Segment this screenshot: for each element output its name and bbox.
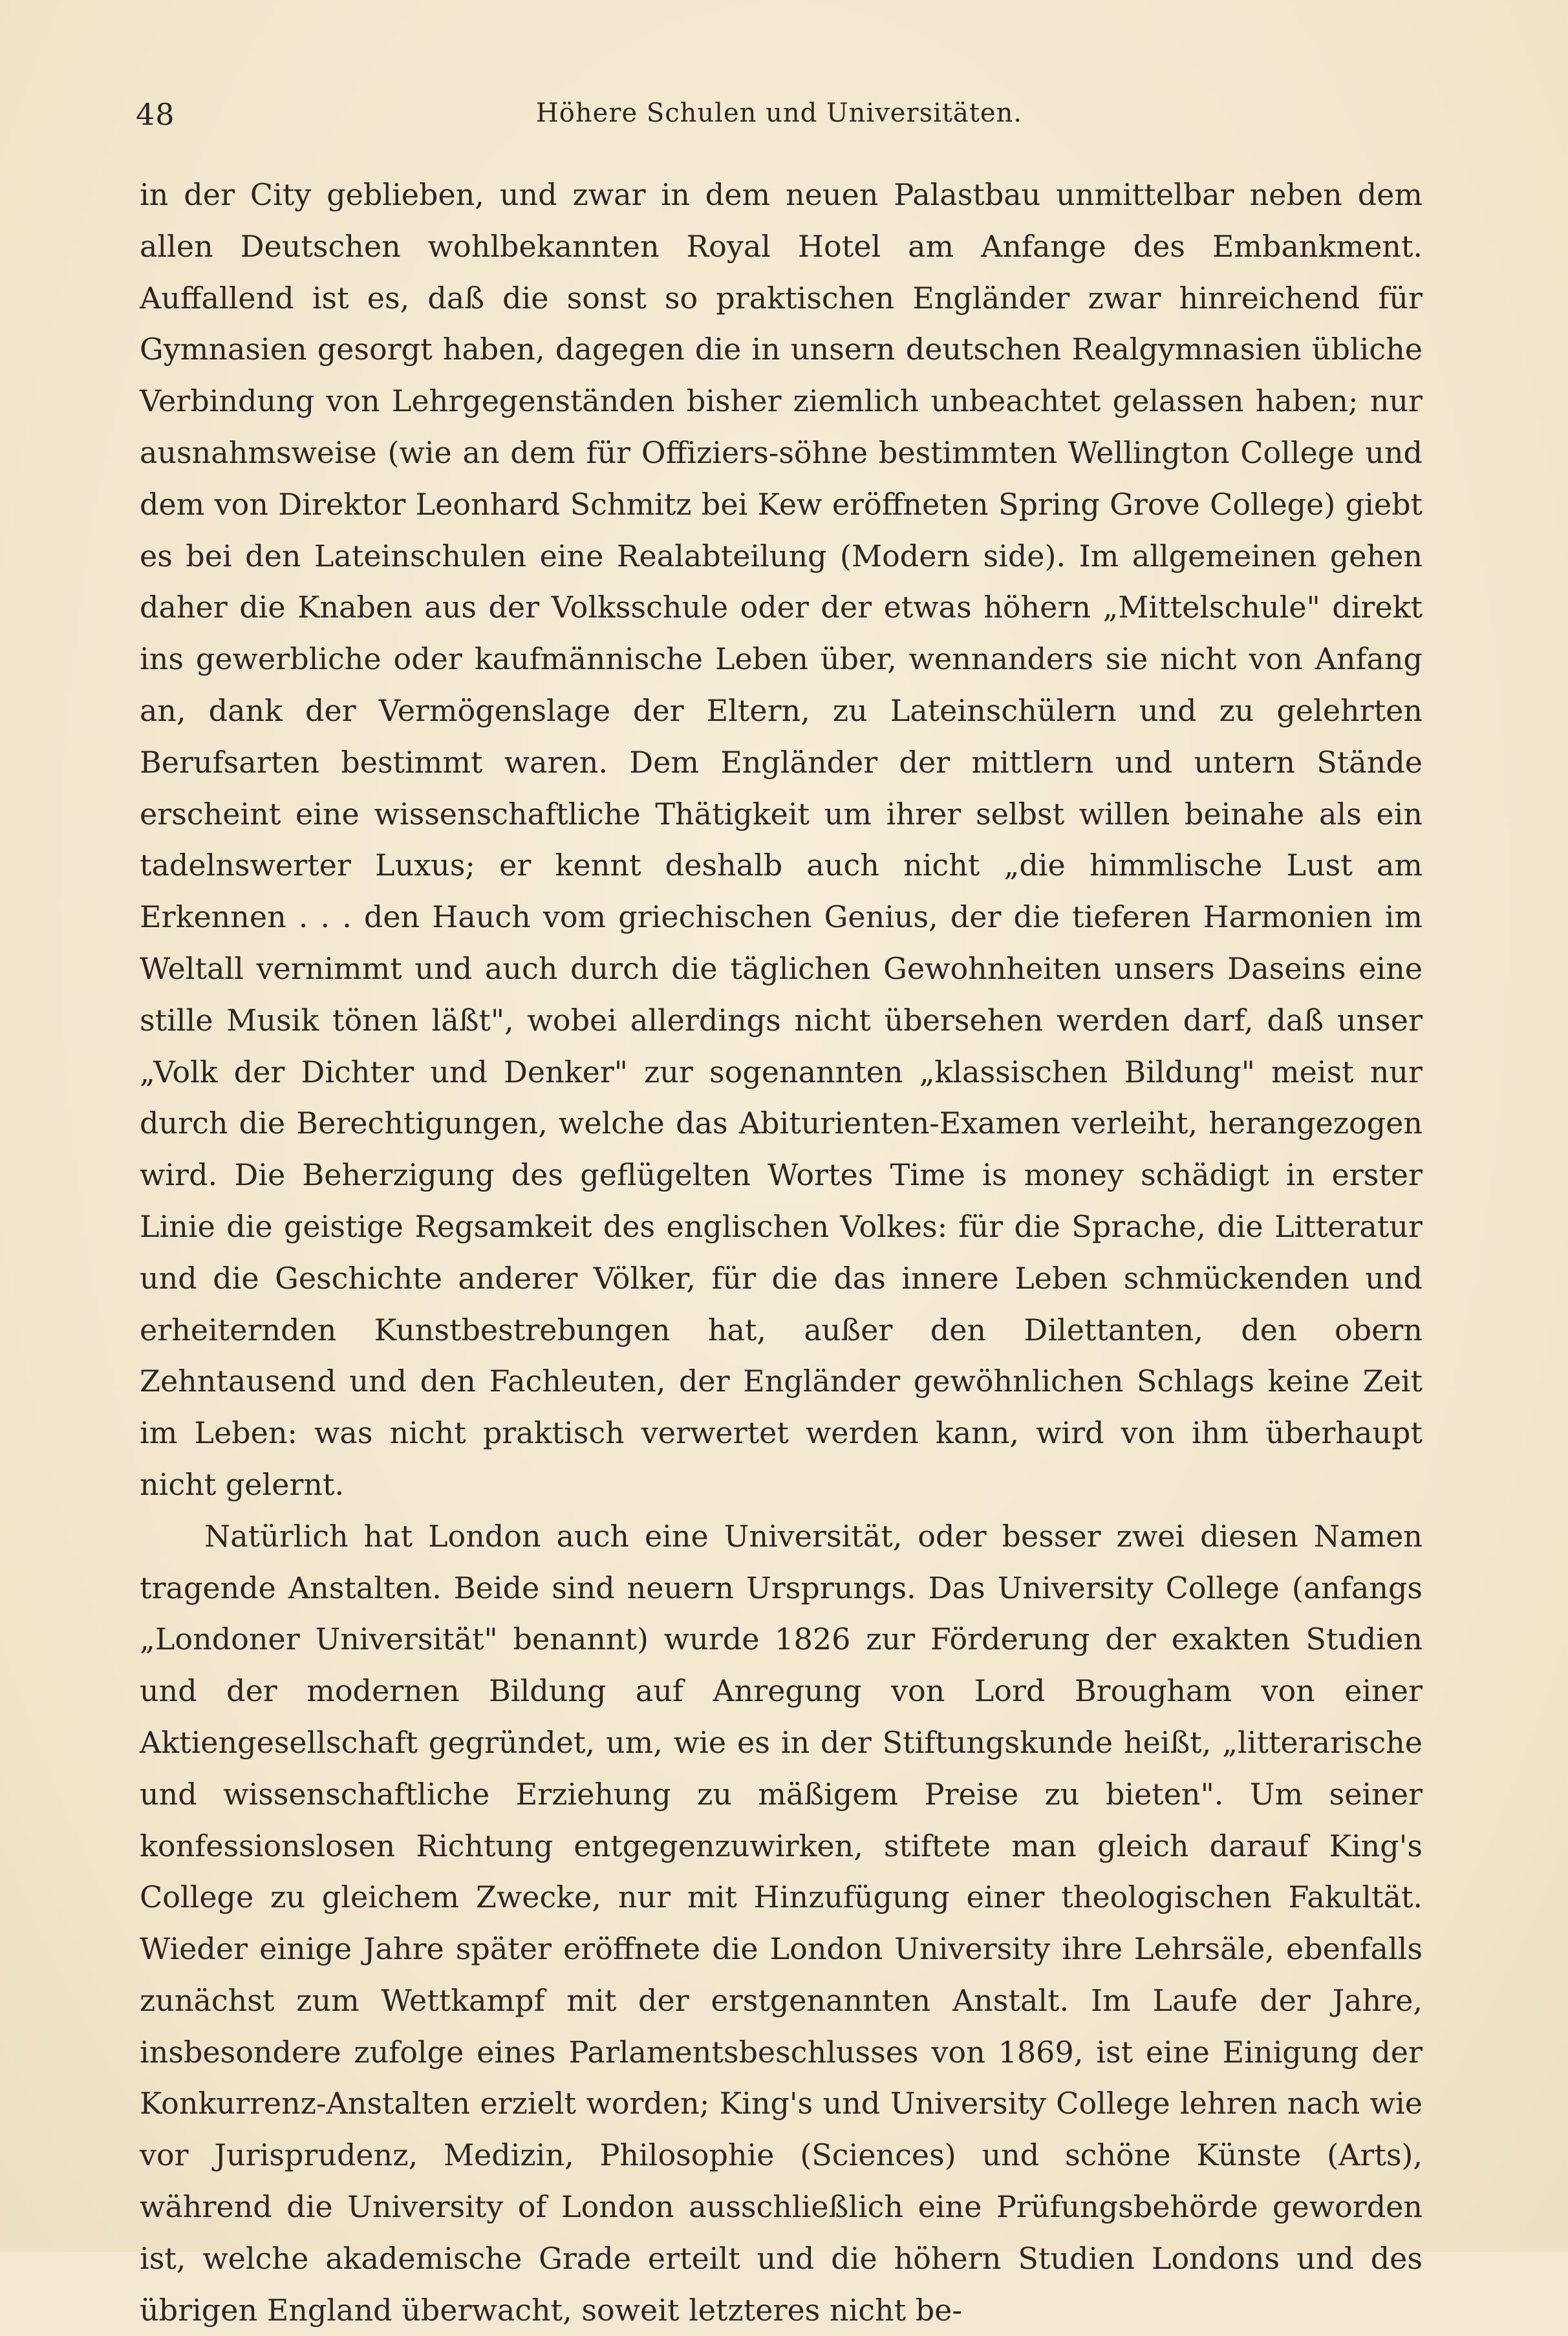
paragraph: in der City geblieben, und zwar in dem neuen Palastbau unmittelbar neben dem allen Deutschen wohlbekannten Royal Hotel am Anfange des Embankment. Auffallend ist es, daß die sonst so praktischen Engländer zwar hinreichend für Gymnasien gesorgt haben, dagegen die in unsern deutschen Realgymnasien übliche Verbindung von Lehrgegenständen bisher ziemlich unbeachtet gelassen haben; nur ausnahmsweise (wie an dem für Offiziers-söhne bestimmten Wellington College und dem von Direktor Leonhard Schmitz bei Kew eröffneten Spring Grove College) giebt es bei den Lateinschulen eine Realabteilung (Modern side). Im allgemeinen gehen daher die Knaben aus der Volksschule oder der etwas höhern „Mittelschule" direkt ins gewerbliche oder kaufmännische Leben über, wennanders sie nicht von Anfang an, dank der Vermögenslage der Eltern, zu Lateinschülern und zu gelehrten Berufsarten bestimmt waren. Dem Engländer der mittlern und untern Stände erscheint eine wissenschaftliche Thätigkeit um ihrer selbst willen beinahe als ein tadelnswerter Luxus; er kennt deshalb auch nicht „die himmlische Lust am Erkennen . . . den Hauch vom griechischen Genius, der die tieferen Harmonien im Weltall vernimmt und auch durch die täglichen Gewohnheiten unsers Daseins eine stille Musik tönen läßt", wobei allerdings nicht übersehen werden darf, daß unser „Volk der Dichter und Denker" zur sogenannten „klassischen Bildung" meist nur durch die Berechtigungen, welche das Abiturienten-Examen verleiht, herangezogen wird. Die Beherzigung des geflügelten Wortes Time is money schädigt in erster Linie die geistige Regsamkeit des englischen Volkes: für die Sprache, die Litteratur und die Geschichte anderer Völker, für die das innere Leben schmückenden und erheiternden Kunstbestrebungen hat, außer den Dilettanten, den obern Zehntausend und den Fachleuten, der Engländer gewöhnlichen Schlags keine Zeit im Leben: was nicht praktisch verwertet werden kann, wird von ihm überhaupt nicht gelernt. xyxy=(140,177,1423,1502)
running-head xyxy=(136,97,1423,136)
body-text xyxy=(140,169,1423,2336)
paragraph: Natürlich hat London auch eine Universität, oder besser zwei diesen Namen tragende Anstalten. Beide sind neuern Ursprungs. Das University College (anfangs „Londoner Universität" benannt) wurde 1826 zur Förderung der exakten Studien und der modernen Bildung auf Anregung von Lord Brougham von einer Aktiengesellschaft gegründet, um, wie es in der Stiftungskunde heißt, „litterarische und wissenschaftliche Erziehung zu mäßigem Preise zu bieten". Um seiner konfessionslosen Richtung entgegenzuwirken, stiftete man gleich darauf King's College zu gleichem Zwecke, nur mit Hinzufügung einer theologischen Fakultät. Wieder einige Jahre später eröffnete die London University ihre Lehrsäle, ebenfalls zunächst zum Wettkampf mit der erstgenannten Anstalt. Im Laufe der Jahre, insbesondere zufolge eines Parlamentsbeschlusses von 1869, ist eine Einigung der Konkurrenz-Anstalten erzielt worden; King's und University College lehren nach wie vor Jurisprudenz, Medizin, Philosophie (Sciences) und schöne Künste (Arts), während die University of London ausschließlich eine Prüfungsbehörde geworden ist, welche akademische Grade erteilt und die höhern Studien Londons und des übrigen England überwacht, soweit letzteres nicht be- xyxy=(140,1518,1423,2328)
page-number: 48 xyxy=(136,97,175,132)
running-title: Höhere Schulen und Universitäten. xyxy=(535,98,1023,128)
